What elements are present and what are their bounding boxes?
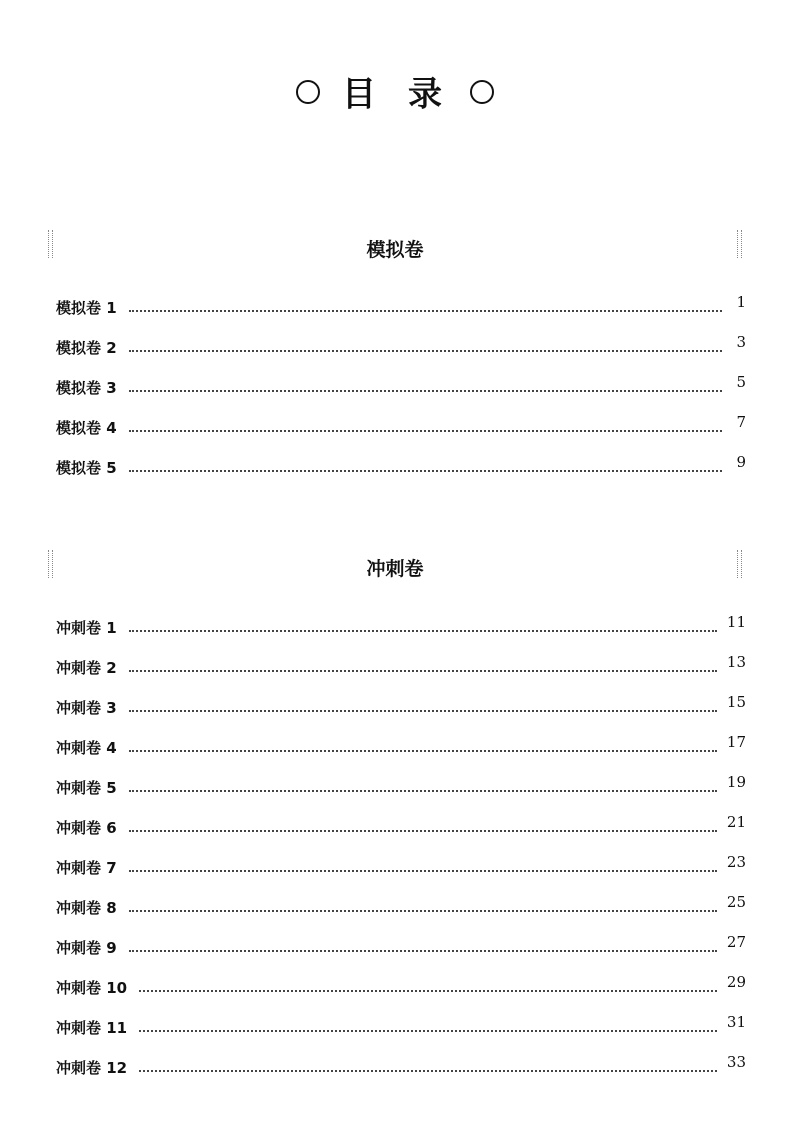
toc-entry[interactable] (56, 414, 746, 438)
toc-entry-label: 冲刺卷 7 (56, 859, 117, 877)
toc-entry[interactable] (56, 614, 746, 638)
toc-entry-label: 冲刺卷 5 (56, 779, 117, 797)
toc-entry-label: 模拟卷 5 (56, 459, 117, 477)
toc-entry-page: 9 (736, 453, 746, 471)
toc-entry-page: 23 (726, 853, 746, 871)
dot-leader (129, 470, 722, 472)
toc-entry-label: 冲刺卷 6 (56, 819, 117, 837)
dot-leader (129, 350, 722, 352)
toc-entry-page: 17 (726, 733, 746, 751)
toc-entry[interactable] (56, 334, 746, 358)
toc-entry[interactable] (56, 774, 746, 798)
toc-entry-label: 冲刺卷 10 (56, 979, 128, 997)
dot-leader (139, 1030, 717, 1032)
dot-leader (129, 870, 717, 872)
toc-entry[interactable] (56, 974, 746, 998)
dot-leader (129, 790, 717, 792)
toc-entry-label: 模拟卷 2 (56, 339, 117, 357)
toc-entry[interactable] (56, 374, 746, 398)
toc-entry-page: 1 (736, 293, 746, 311)
toc-entry-page: 21 (726, 813, 746, 831)
dot-leader (129, 390, 722, 392)
toc-entry-page: 27 (726, 933, 746, 951)
toc-entry[interactable] (56, 1014, 746, 1038)
toc-entry-page: 11 (726, 613, 746, 631)
toc-entry-label: 冲刺卷 1 (56, 619, 117, 637)
toc-entry[interactable] (56, 934, 746, 958)
section-heading-chongci: 冲刺卷 (366, 558, 424, 580)
page-title (0, 68, 790, 120)
toc-entry-label: 冲刺卷 11 (56, 1019, 128, 1037)
circle-ornament-icon (470, 80, 494, 104)
toc-entry-label: 冲刺卷 4 (56, 739, 117, 757)
toc-entry-label: 模拟卷 3 (56, 379, 117, 397)
toc-entry[interactable] (56, 854, 746, 878)
page-title-left-char: 目 (342, 74, 382, 115)
toc-entry[interactable] (56, 654, 746, 678)
toc-entry-page: 25 (726, 893, 746, 911)
toc-entry-page: 13 (726, 653, 746, 671)
toc-entry-page: 29 (726, 973, 746, 991)
toc-entry-page: 15 (726, 693, 746, 711)
dot-leader (129, 710, 717, 712)
toc-entry[interactable] (56, 294, 746, 318)
toc-entry-page: 33 (726, 1053, 746, 1071)
dot-leader (129, 310, 722, 312)
toc-entry-page: 3 (736, 333, 746, 351)
dot-leader (129, 910, 717, 912)
dot-leader (129, 830, 717, 832)
section-heading-moni: 模拟卷 (366, 239, 424, 261)
dot-leader (139, 1070, 717, 1072)
toc-entry-label: 冲刺卷 9 (56, 939, 117, 957)
toc-entry[interactable] (56, 1054, 746, 1078)
toc-entry-label: 冲刺卷 3 (56, 699, 117, 717)
toc-entry-label: 模拟卷 4 (56, 419, 117, 437)
dot-leader (129, 630, 717, 632)
toc-entry-label: 冲刺卷 2 (56, 659, 117, 677)
circle-ornament-icon (296, 80, 320, 104)
toc-entry-page: 19 (726, 773, 746, 791)
toc-entry-page: 7 (736, 413, 746, 431)
toc-entry-page: 5 (736, 373, 746, 391)
toc-entry[interactable] (56, 454, 746, 478)
dot-leader (139, 990, 717, 992)
dot-leader (129, 430, 722, 432)
toc-entry-label: 冲刺卷 12 (56, 1059, 128, 1077)
toc-entry[interactable] (56, 814, 746, 838)
dot-leader (129, 670, 717, 672)
toc-entry[interactable] (56, 694, 746, 718)
toc-entry[interactable] (56, 894, 746, 918)
dot-leader (129, 950, 717, 952)
toc-entry[interactable] (56, 734, 746, 758)
dot-leader (129, 750, 717, 752)
toc-entry-label: 模拟卷 1 (56, 299, 117, 317)
toc-entry-page: 31 (726, 1013, 746, 1031)
toc-entry-label: 冲刺卷 8 (56, 899, 117, 917)
page-title-right-char: 录 (408, 74, 448, 115)
